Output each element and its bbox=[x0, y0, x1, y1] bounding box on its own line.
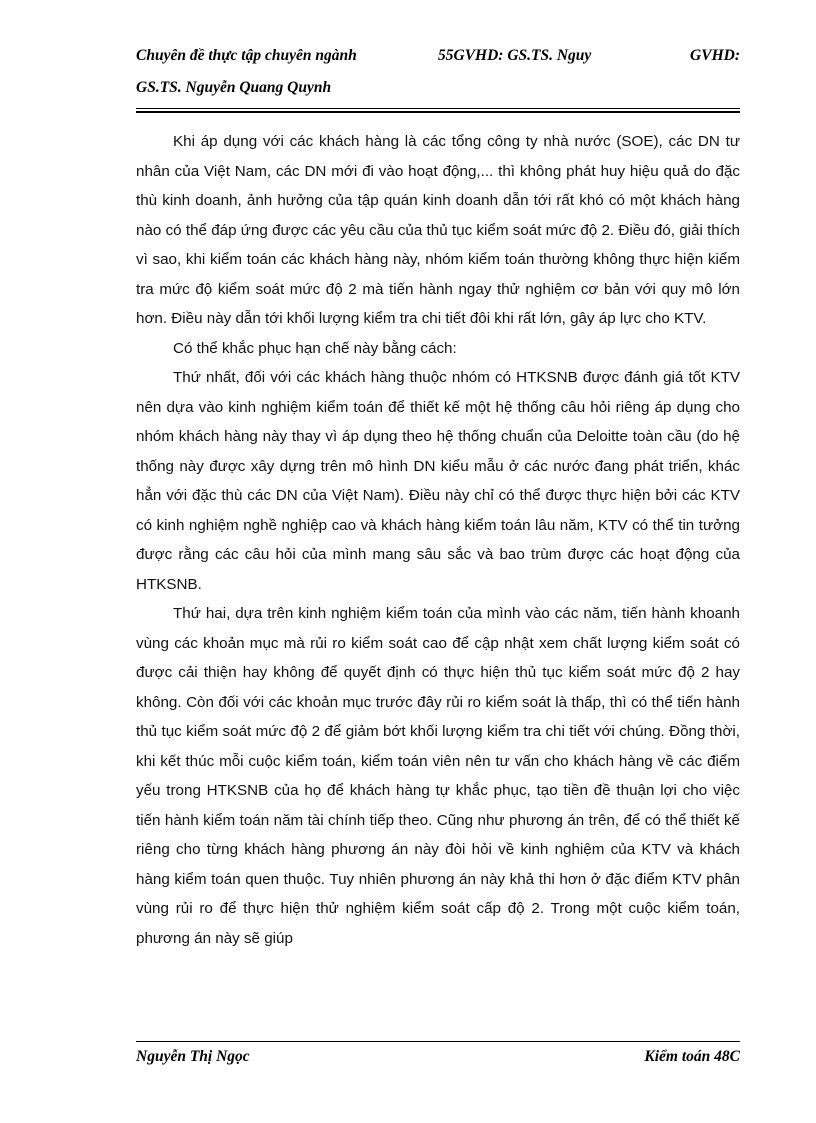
page-footer bbox=[136, 1048, 740, 1070]
header-row bbox=[136, 47, 740, 73]
header-rule-thick bbox=[136, 111, 740, 113]
body-paragraph: Khi áp dụng với các khách hàng là các tổng công ty nhà nước (SOE), các DN tư nhân của Việt Nam, các DN mới đi vào hoạt động,... thì không phát huy hiệu quả do đặc thù kinh doanh, ảnh hưởng của tập quán kinh doanh dẫn tới rất khó có một khách hàng nào có thể đáp ứng được các yêu cầu của thủ tục kiểm soát mức độ 2. Điều đó, giải thích vì sao, khi kiểm toán các khách hàng này, nhóm kiểm toán thường không thực hiện kiểm tra mức độ kiểm soát mức độ 2 mà tiến hành ngay thử nghiệm cơ bản với quy mô lớn hơn. Điều này dẫn tới khối lượng kiểm tra chi tiết đôi khi rất lớn, gây áp lực cho KTV. bbox=[136, 133, 740, 327]
footer-class: Kiểm toán 48C bbox=[644, 1048, 740, 1065]
header-rule-thin bbox=[136, 108, 740, 109]
body-paragraph: Thứ nhất, đối với các khách hàng thuộc nhóm có HTKSNB được đánh giá tốt KTV nên dựa vào kinh nghiệm kiểm toán để thiết kế một hệ thống câu hỏi riêng áp dụng cho nhóm khách hàng này thay vì áp dụng theo hệ thống chuẩn của Deloitte toàn cầu (do hệ thống này được xây dựng trên mô hình DN kiểu mẫu ở các nước đang phát triển, khác hẳn với đặc thù các DN của Việt Nam). Điều này chỉ có thể được thực hiện bởi các KTV có kinh nghiệm nghề nghiệp cao và khách hàng kiểm toán lâu năm, KTV có thể tin tưởng được rằng các câu hỏi của mình mang sâu sắc và bao trùm được các hoạt động của HTKSNB. bbox=[136, 369, 740, 593]
header-supervisor-label: GVHD: bbox=[690, 47, 740, 64]
document-body bbox=[136, 127, 740, 953]
page-header bbox=[136, 47, 740, 96]
footer-rule bbox=[136, 1041, 740, 1042]
body-paragraph: Có thể khắc phục hạn chế này bằng cách: bbox=[173, 339, 457, 357]
body-paragraph: Thứ hai, dựa trên kinh nghiệm kiểm toán của mình vào các năm, tiến hành khoanh vùng các khoản mục mà rủi ro kiểm soát cao để cập nhật xem chất lượng kiểm soát có được cải thiện hay không để quyết định có thực hiện thủ tục kiểm soát mức độ 2 hay không. Còn đối với các khoản mục trước đây rủi ro kiểm soát là thấp, thì có thể tiến hành thủ tục kiểm soát mức độ 2 để giảm bớt khối lượng kiểm tra chi tiết với chúng. Đồng thời, khi kết thúc mỗi cuộc kiểm toán, kiểm toán viên nên tư vấn cho khách hàng về các điểm yếu trong HTKSNB của họ để khách hàng tự khắc phục, tạo tiền đề thuận lợi cho việc tiến hành kiểm toán năm tài chính tiếp theo. Cũng như phương án trên, để có thể thiết kế riêng cho từng khách hàng phương án này đòi hỏi về kinh nghiệm của KTV và khách hàng kiểm toán quen thuộc. Tuy nhiên phương án này khả thi hơn ở đặc điểm KTV phân vùng rủi ro để thực hiện thử nghiệm kiểm soát cấp độ 2. Trong một cuộc kiểm toán, phương án này sẽ giúp bbox=[136, 605, 740, 947]
footer-author: Nguyễn Thị Ngọc bbox=[136, 1048, 250, 1065]
header-supervisor-fragment: 55GVHD: GS.TS. Nguy bbox=[438, 47, 592, 64]
header-supervisor-name: GS.TS. Nguyễn Quang Quynh bbox=[136, 79, 332, 96]
header-topic-title: Chuyên đề thực tập chuyên ngành bbox=[136, 47, 357, 64]
